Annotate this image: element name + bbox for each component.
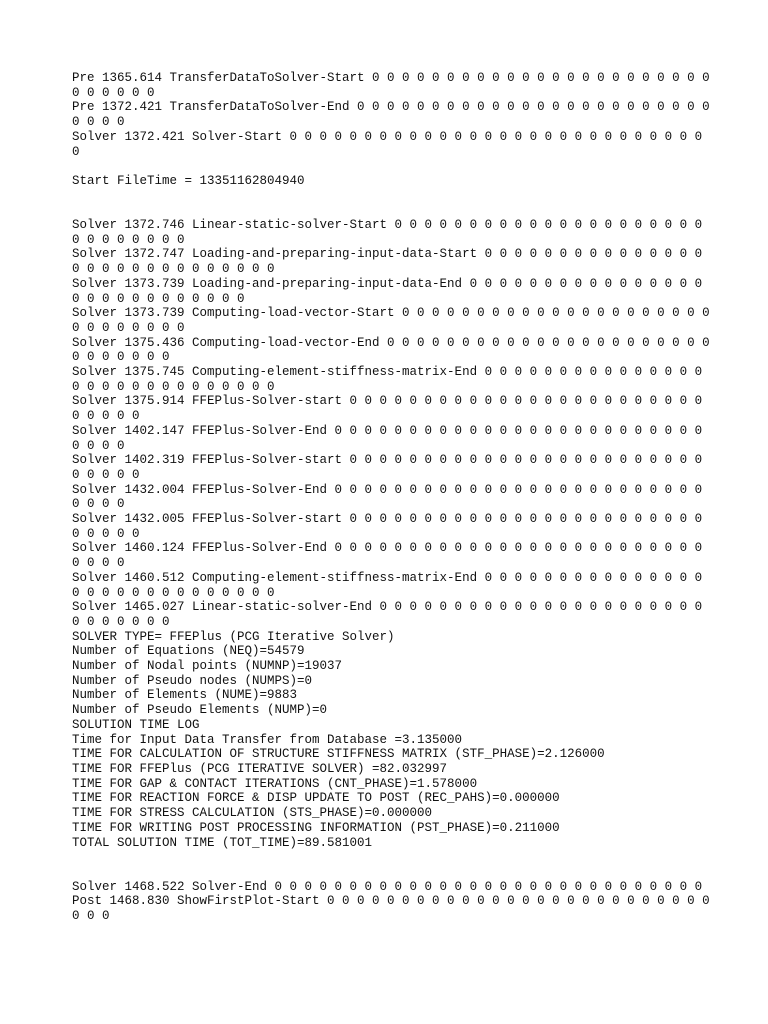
log-line: Solver 1372.747 Loading-and-preparing-input-data-Start 0 0 0 0 0 0 0 0 0 0 0 0 0 0 0 0 0 0 0 0 0 0 0 0 0 0 0 0 0 [72, 247, 710, 277]
log-line: Solver 1460.124 FFEPlus-Solver-End 0 0 0 0 0 0 0 0 0 0 0 0 0 0 0 0 0 0 0 0 0 0 0 0 0 0 0 0 0 [72, 541, 710, 571]
time-reaction-force: TIME FOR REACTION FORCE & DISP UPDATE TO POST (REC_PAHS)=0.000000 [72, 791, 560, 806]
log-line: Solver 1372.746 Linear-static-solver-Start 0 0 0 0 0 0 0 0 0 0 0 0 0 0 0 0 0 0 0 0 0 0 0 0 0 0 0 0 0 [72, 217, 710, 247]
log-line: Solver 1402.319 FFEPlus-Solver-start 0 0 0 0 0 0 0 0 0 0 0 0 0 0 0 0 0 0 0 0 0 0 0 0 0 0 0 0 0 [72, 453, 710, 482]
start-filetime: Start FileTime = 13351162804940 [72, 173, 305, 188]
blank-line [72, 189, 712, 204]
log-line: Post 1468.830 ShowFirstPlot-Start 0 0 0 0 0 0 0 0 0 0 0 0 0 0 0 0 0 0 0 0 0 0 0 0 0 0 0 0 0 [72, 894, 718, 923]
log-line: Solver 1375.436 Computing-load-vector-End 0 0 0 0 0 0 0 0 0 0 0 0 0 0 0 0 0 0 0 0 0 0 0 0 0 0 0 0 0 [72, 335, 718, 365]
log-line: Pre 1365.614 TransferDataToSolver-Start 0 0 0 0 0 0 0 0 0 0 0 0 0 0 0 0 0 0 0 0 0 0 0 0 0 0 0 0 0 [72, 71, 718, 100]
time-stress-calc: TIME FOR STRESS CALCULATION (STS_PHASE)=0.000000 [72, 806, 433, 821]
blank-line [72, 203, 712, 218]
num-elements: Number of Elements (NUME)=9883 [72, 688, 298, 703]
log-line: Solver 1432.005 FFEPlus-Solver-start 0 0 0 0 0 0 0 0 0 0 0 0 0 0 0 0 0 0 0 0 0 0 0 0 0 0 0 0 0 [72, 512, 710, 541]
num-nodal-points: Number of Nodal points (NUMNP)=19037 [72, 659, 343, 674]
log-line: Solver 1460.512 Computing-element-stiffness-matrix-End 0 0 0 0 0 0 0 0 0 0 0 0 0 0 0 0 0 0 0 0 0 0 0 0 0 0 0 0 0 [72, 570, 710, 600]
blank-line [72, 159, 712, 174]
time-input-transfer: Time for Input Data Transfer from Database =3.135000 [72, 732, 463, 747]
solution-time-log-heading: SOLUTION TIME LOG [72, 717, 200, 732]
log-section-transfer [72, 71, 718, 159]
time-ffeplus: TIME FOR FFEPlus (PCG ITERATIVE SOLVER) =82.032997 [72, 762, 448, 776]
blank-line [72, 865, 712, 880]
log-document [72, 71, 718, 924]
log-line: Solver 1373.739 Computing-load-vector-Start 0 0 0 0 0 0 0 0 0 0 0 0 0 0 0 0 0 0 0 0 0 0 0 0 0 0 0 0 0 [72, 306, 718, 335]
log-line: Solver 1372.421 Solver-Start 0 0 0 0 0 0 0 0 0 0 0 0 0 0 0 0 0 0 0 0 0 0 0 0 0 0 0 0 0 [72, 129, 710, 159]
log-line: Solver 1468.522 Solver-End 0 0 0 0 0 0 0 0 0 0 0 0 0 0 0 0 0 0 0 0 0 0 0 0 0 0 0 0 0 [72, 879, 703, 894]
log-section-solver [72, 217, 718, 850]
log-line: Pre 1372.421 TransferDataToSolver-End 0 0 0 0 0 0 0 0 0 0 0 0 0 0 0 0 0 0 0 0 0 0 0 0 0 0 0 0 [72, 100, 718, 130]
solver-type: SOLVER TYPE= FFEPlus (PCG Iterative Solver) [72, 629, 395, 644]
num-equations: Number of Equations (NEQ)=54579 [72, 644, 305, 659]
time-gap-contact: TIME FOR GAP & CONTACT ITERATIONS (CNT_PHASE)=1.578000 [72, 776, 478, 791]
log-line: Solver 1465.027 Linear-static-solver-End 0 0 0 0 0 0 0 0 0 0 0 0 0 0 0 0 0 0 0 0 0 0 0 0 0 0 0 0 0 [72, 600, 710, 629]
time-writing-post: TIME FOR WRITING POST PROCESSING INFORMATION (PST_PHASE)=0.211000 [72, 820, 560, 835]
time-stiffness-matrix: TIME FOR CALCULATION OF STRUCTURE STIFFNESS MATRIX (STF_PHASE)=2.126000 [72, 747, 605, 762]
blank-line [72, 850, 712, 865]
log-line: Solver 1402.147 FFEPlus-Solver-End 0 0 0 0 0 0 0 0 0 0 0 0 0 0 0 0 0 0 0 0 0 0 0 0 0 0 0 0 0 [72, 423, 710, 453]
log-section-post [72, 879, 718, 924]
log-line: Solver 1432.004 FFEPlus-Solver-End 0 0 0 0 0 0 0 0 0 0 0 0 0 0 0 0 0 0 0 0 0 0 0 0 0 0 0 0 0 [72, 482, 710, 512]
log-line: Solver 1375.914 FFEPlus-Solver-start 0 0 0 0 0 0 0 0 0 0 0 0 0 0 0 0 0 0 0 0 0 0 0 0 0 0 0 0 0 [72, 394, 710, 424]
log-line: Solver 1375.745 Computing-element-stiffness-matrix-End 0 0 0 0 0 0 0 0 0 0 0 0 0 0 0 0 0 0 0 0 0 0 0 0 0 0 0 0 0 [72, 365, 710, 394]
log-line: Solver 1373.739 Loading-and-preparing-input-data-End 0 0 0 0 0 0 0 0 0 0 0 0 0 0 0 0 0 0 0 0 0 0 0 0 0 0 0 0 [72, 276, 710, 306]
num-pseudo-elements: Number of Pseudo Elements (NUMP)=0 [72, 703, 328, 718]
total-solution-time: TOTAL SOLUTION TIME (TOT_TIME)=89.581001 [72, 835, 373, 850]
num-pseudo-nodes: Number of Pseudo nodes (NUMPS)=0 [72, 673, 313, 688]
